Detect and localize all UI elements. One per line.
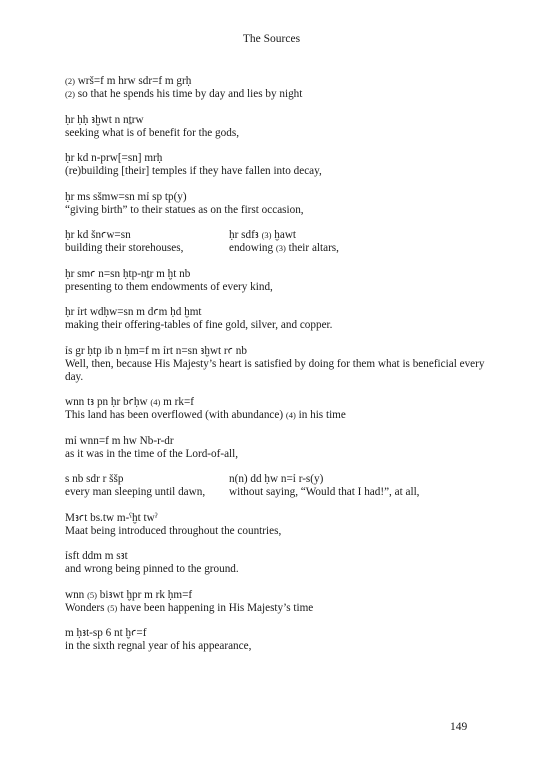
text-line (65, 204, 490, 217)
stanza (65, 627, 490, 653)
line-text: (re)building [their] temples if they have fallen into decay, (65, 165, 322, 177)
text-line (65, 229, 229, 242)
line-text: m rk=f (160, 396, 194, 408)
line-text: making their offering-tables of fine gold, silver, and copper. (65, 319, 333, 331)
line-text: biꜣwt ḫpr m rk ḥm=f (97, 588, 193, 601)
text-line (65, 435, 490, 448)
line-text: seeking what is of benefit for the gods, (65, 126, 239, 139)
line-text: presenting to them endowments of every kind, (65, 280, 273, 293)
line-text: mỉ wnn=f m hw Nb-r-dr (65, 434, 174, 447)
stanza-left-column (65, 473, 229, 499)
stanza-right-column (229, 473, 419, 499)
text-line (65, 319, 490, 332)
stanza (65, 191, 490, 217)
line-text: and wrong being pinned to the ground. (65, 563, 239, 575)
text-line (229, 486, 419, 499)
line-text: s nb sdr r ššp (65, 473, 124, 485)
line-text: Maat being introduced throughout the countries, (65, 524, 282, 537)
stanza (65, 114, 490, 140)
line-text: as it was in the time of the Lord-of-all, (65, 447, 239, 460)
text-line (65, 345, 490, 358)
line-text: “giving birth” to their statues as on the first occasion, (65, 203, 304, 216)
text-line (65, 550, 490, 563)
main-text (65, 75, 490, 666)
stanza (65, 268, 490, 294)
text-line (65, 114, 490, 127)
stanza (65, 473, 490, 499)
text-line (65, 448, 490, 461)
running-header: The Sources (242, 33, 301, 45)
line-text: ḥr smꜥ n=sn ḥtp-nṯr m ḫt nb (65, 267, 191, 280)
line-text: ḥr ms sšmw=sn mỉ sp tp(y) (65, 190, 187, 203)
stanza (65, 550, 490, 576)
stanza (65, 512, 490, 538)
text-line (65, 306, 490, 319)
line-text: Wonders (65, 601, 108, 614)
stanza (65, 435, 490, 461)
text-line (65, 358, 490, 384)
line-text: their altars, (285, 242, 339, 254)
stanza (65, 306, 490, 332)
line-text: every man sleeping until dawn, (65, 486, 206, 498)
line-text: ḥr kd šnꜥw=sn (65, 229, 131, 241)
line-number-marker: (4) (150, 397, 161, 407)
stanza (65, 229, 490, 255)
line-text: Mꜣꜥt bs.tw m-ˁḫt twˀ (65, 511, 158, 524)
line-text: wnn tꜣ pn ḥr bꜥḥw (65, 396, 151, 408)
text-line (65, 512, 490, 525)
text-line (65, 627, 490, 640)
stanza-right-column (229, 229, 339, 255)
stanza (65, 152, 490, 178)
text-line (65, 525, 490, 538)
line-text: ỉsft ddm m sꜣt (65, 550, 128, 562)
line-number-marker: (3) (261, 230, 272, 240)
text-line (65, 409, 490, 422)
line-text: in the sixth regnal year of his appearance, (65, 640, 252, 652)
line-text: wrš=f m hrw sdr=f m grḥ (74, 75, 192, 87)
line-text: n(n) dd ḥw n=ỉ r-s(y) (229, 473, 324, 485)
line-text: ḥr kd n-prw[=sn] mrḥ (65, 152, 163, 164)
text-line (65, 191, 490, 204)
text-line (65, 88, 490, 101)
stanza-left-column (65, 229, 229, 255)
line-text: ḫawt (271, 229, 297, 241)
text-line (65, 75, 490, 88)
line-text: building their storehouses, (65, 242, 184, 254)
line-text: endowing (229, 242, 276, 254)
text-line (65, 281, 490, 294)
text-line (229, 242, 339, 255)
text-line (229, 229, 339, 242)
line-text: ḥr ỉrt wdḥw=sn m dꜥm ḥd ḫmt (65, 306, 202, 318)
line-text: Well, then, because His Majesty’s heart is satisfied by doing for them what is beneficial every day. (65, 357, 485, 383)
text-line (65, 602, 490, 615)
stanza (65, 75, 490, 101)
line-number-marker: (4) (285, 410, 296, 420)
stanza (65, 345, 490, 384)
text-line (65, 268, 490, 281)
line-text: m ḥꜣt-sp 6 nt ḫꜥ=f (65, 627, 147, 639)
line-text: ḥr sdfꜣ (229, 229, 262, 241)
line-text: in his time (295, 409, 346, 421)
page-number: 149 (450, 721, 468, 733)
line-text: without saying, “Would that I had!”, at all, (229, 486, 420, 498)
line-number-marker: (2) (65, 76, 75, 86)
line-number-marker: (5) (107, 602, 118, 613)
line-number-marker: (2) (65, 89, 75, 99)
line-text: wnn (65, 588, 88, 601)
text-line (65, 473, 229, 486)
line-number-marker: (5) (87, 589, 97, 600)
line-text: ỉs gr ḥtp ib n ḥm=f m ỉrt n=sn ꜣḫwt rꜥ nb (65, 344, 247, 357)
text-line (65, 640, 490, 653)
line-text: so that he spends his time by day and lies by night (74, 88, 303, 100)
text-line (65, 242, 229, 255)
line-number-marker: (3) (275, 243, 286, 253)
line-text: ḥr ḥḥ ꜣḫwt n nṯrw (65, 113, 144, 126)
stanza (65, 589, 490, 615)
text-line (229, 473, 419, 486)
line-text: have been happening in His Majesty’s time (117, 601, 314, 614)
stanza (65, 396, 490, 422)
text-line (65, 396, 490, 409)
text-line (65, 165, 490, 178)
text-line (65, 563, 490, 576)
text-line (65, 152, 490, 165)
text-line (65, 589, 490, 602)
text-line (65, 127, 490, 140)
text-line (65, 486, 229, 499)
line-text: This land has been overflowed (with abundance) (65, 409, 286, 421)
